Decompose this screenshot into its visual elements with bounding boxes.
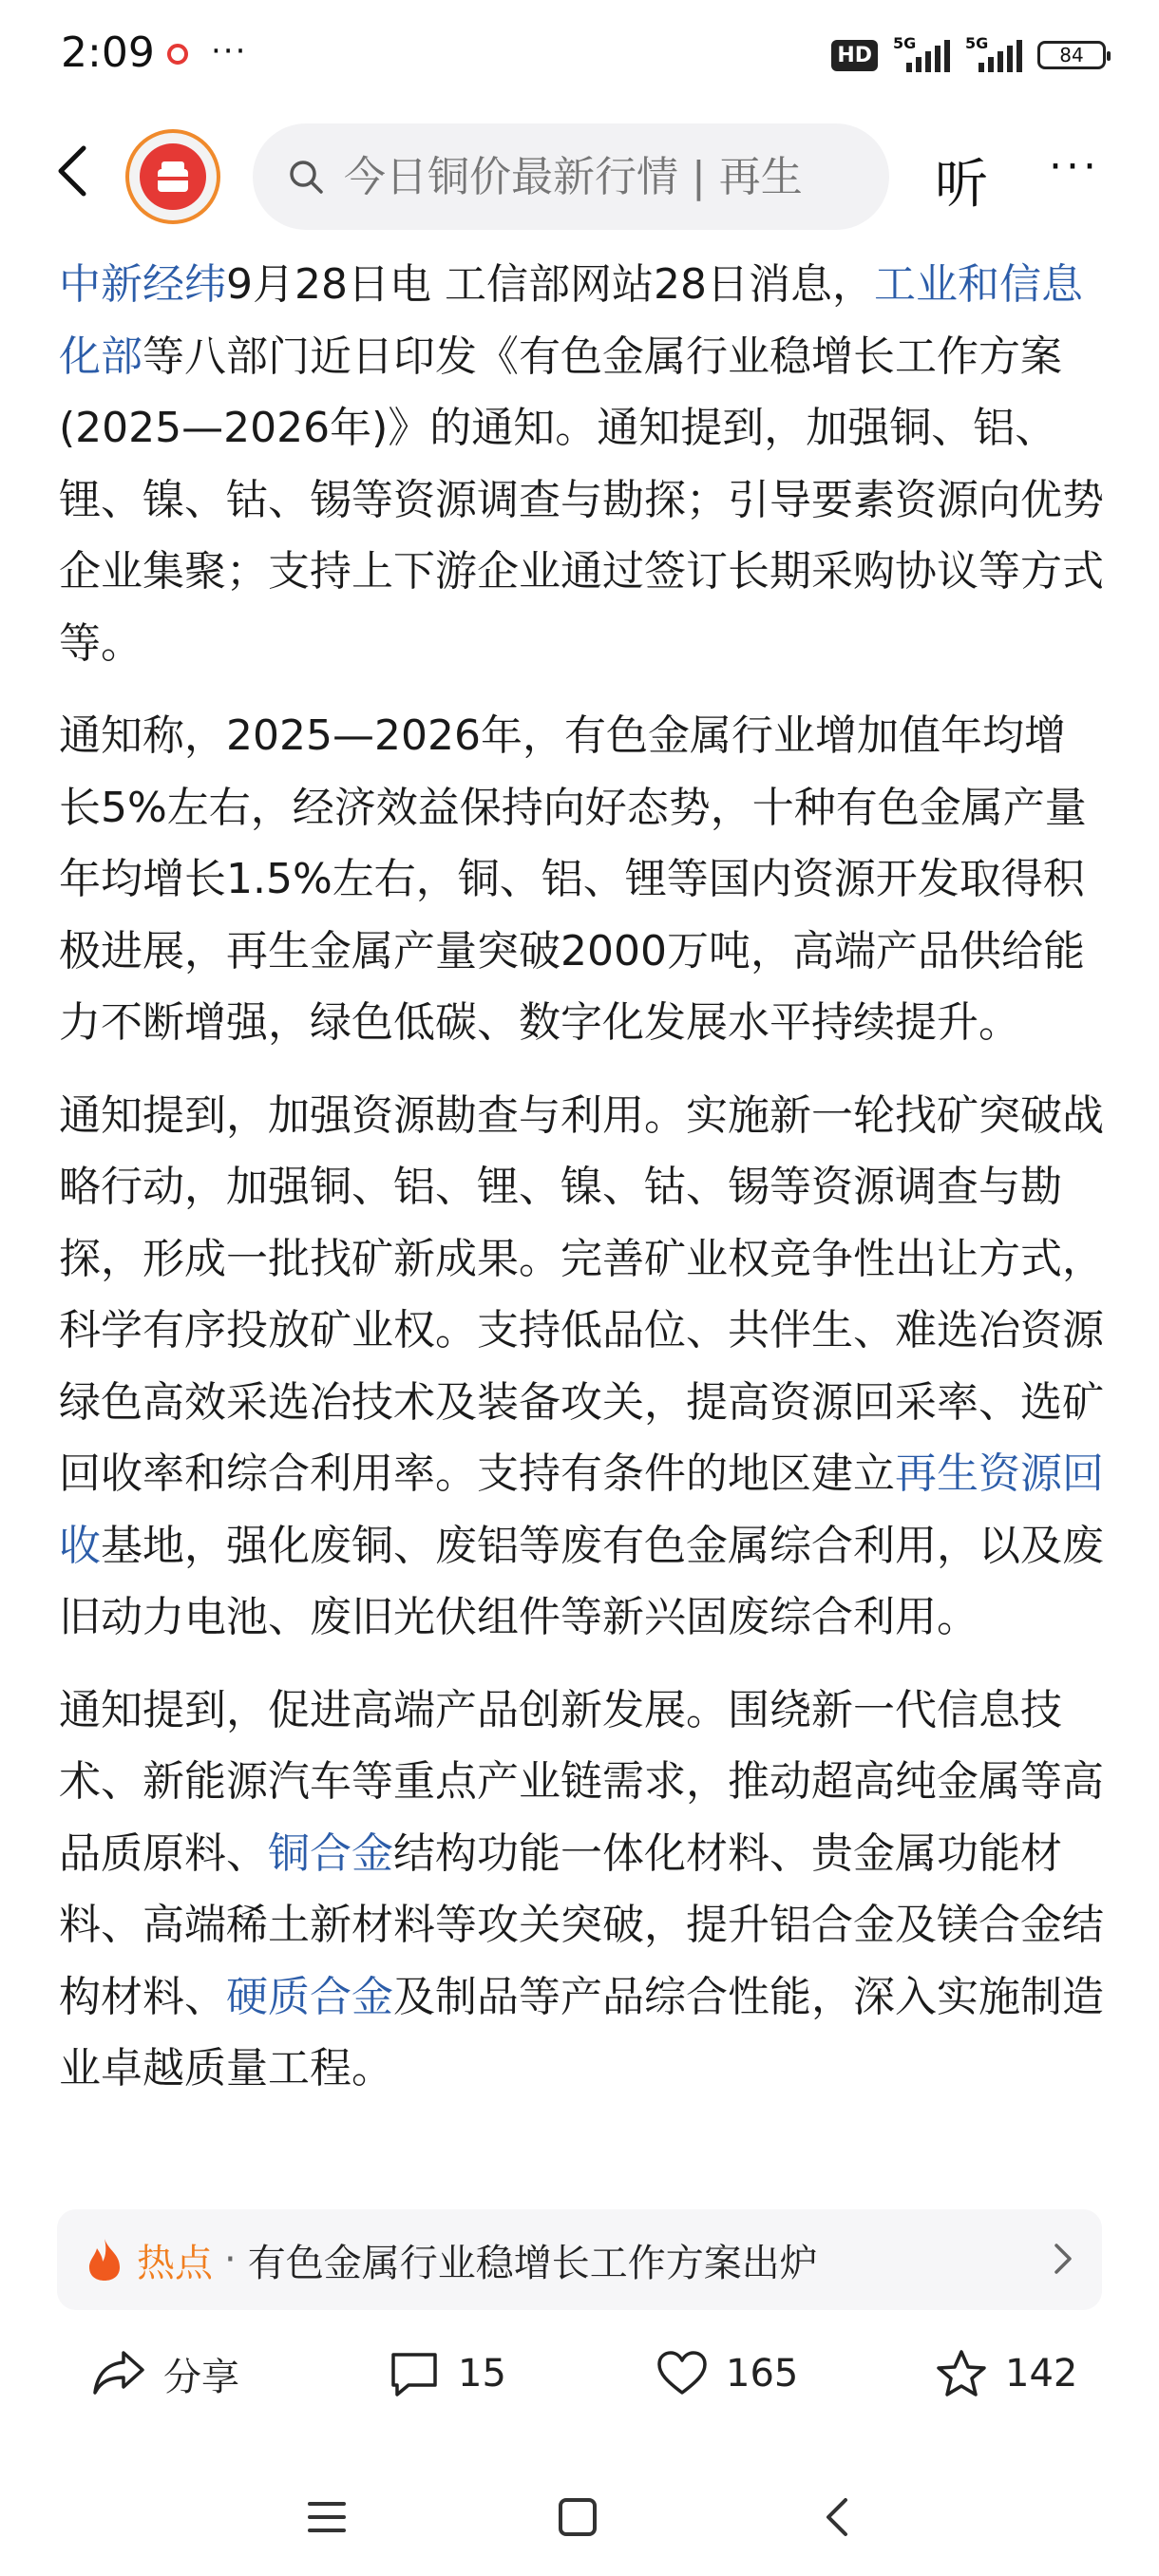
search-bar[interactable] [253, 123, 889, 230]
app-logo-icon [140, 143, 206, 210]
link-hard-alloy[interactable]: 硬质合金 [226, 1972, 393, 2021]
signal-icon-2: 5G [965, 38, 1022, 72]
like-count: 165 [726, 2352, 799, 2396]
heart-icon [656, 2349, 709, 2398]
screen-record-icon [167, 44, 188, 65]
hot-topic-bar[interactable] [57, 2209, 1102, 2310]
top-navigation [0, 116, 1159, 230]
hd-voice-icon: HD [831, 40, 878, 71]
home-button[interactable] [557, 2496, 598, 2542]
article-body [59, 249, 1104, 2187]
home-square-icon [557, 2496, 598, 2538]
link-copper-alloy[interactable]: 铜合金 [268, 1828, 393, 1878]
status-bar [0, 0, 1159, 114]
search-icon [287, 158, 325, 196]
system-back-button[interactable] [817, 2496, 859, 2542]
share-label: 分享 [163, 2355, 239, 2399]
article-paragraph-3: 通知提到，加强资源勘查与利用。实施新一轮找矿突破战略行动，加强铜、铝、锂、镍、钴、锡等资源调查与勘探，形成一批找矿新成果。完善矿业权竞争性出让方式，科学有序投放矿业权。支持低品位、共伴生、难选冶资源绿色高效采选冶技术及装备攻关，提高资源回采率、选矿回收率和综合利用率。支持有条件的地区建立再生资源回收基地，强化废铜、废铝等废有色金属综合利用，以及废旧动力电池、废旧光伏组件等新兴固废综合利用。 [59, 1090, 1104, 1641]
clock: 2:09 [61, 28, 155, 77]
system-navigation-bar [0, 2470, 1159, 2576]
battery-icon: 84 [1037, 41, 1106, 69]
comment-icon [388, 2349, 441, 2398]
back-button[interactable] [46, 142, 103, 199]
chevron-right-icon [1051, 2242, 1074, 2276]
listen-button[interactable]: 听 [935, 154, 988, 216]
signal-icon-1: 5G [893, 38, 950, 72]
app-logo[interactable] [125, 129, 220, 224]
hot-title: 有色金属行业稳增长工作方案出炉 [247, 2241, 818, 2285]
flame-icon [86, 2237, 124, 2282]
hot-label: 热点 [137, 2241, 213, 2285]
recent-apps-button[interactable] [306, 2496, 348, 2542]
search-input[interactable] [342, 152, 859, 202]
action-bar [0, 2331, 1159, 2416]
notification-more-icon: ··· [211, 32, 248, 70]
like-button[interactable] [656, 2331, 798, 2416]
link-recycling[interactable]: 再生资源回收 [59, 1449, 1104, 1570]
more-menu-button[interactable]: ··· [1049, 142, 1100, 191]
status-icons [831, 34, 1106, 76]
comment-button[interactable] [388, 2331, 506, 2416]
article-paragraph-1: 中新经纬9月28日电 工信部网站28日消息，工业和信息化部等八部门近日印发《有色金属行业稳增长工作方案(2025—2026年)》的通知。通知提到，加强铜、铝、锂、镍、钴、锡等资源调查与勘探；引导要素资源向优势企业集聚；支持上下游企业通过签订长期采购协议等方式等。 [59, 260, 1104, 668]
menu-icon [306, 2496, 348, 2538]
share-button[interactable] [91, 2331, 239, 2416]
link-zhongxin-jingwei[interactable]: 中新经纬 [59, 260, 226, 309]
comment-count: 15 [458, 2352, 506, 2396]
hot-separator: · [224, 2238, 237, 2282]
back-triangle-icon [817, 2496, 859, 2538]
share-icon [91, 2349, 146, 2398]
favorite-button[interactable] [935, 2331, 1077, 2416]
favorite-count: 142 [1005, 2352, 1078, 2396]
back-arrow-icon [46, 142, 103, 199]
article-paragraph-2: 通知称，2025—2026年，有色金属行业增加值年均增长5%左右，经济效益保持向好态势，十种有色金属产量年均增长1.5%左右，铜、铝、锂等国内资源开发取得积极进展，再生金属产量突破2000万吨，高端产品供给能力不断增强，绿色低碳、数字化发展水平持续提升。 [59, 711, 1087, 1047]
article-paragraph-4: 通知提到，促进高端产品创新发展。围绕新一代信息技术、新能源汽车等重点产业链需求，推动超高纯金属等高品质原料、铜合金结构功能一体化材料、贵金属功能材料、高端稀土新材料等攻关突破，提升铝合金及镁合金结构材料、硬质合金及制品等产品综合性能，深入实施制造业卓越质量工程。 [59, 1685, 1104, 2093]
star-icon [935, 2348, 988, 2399]
link-miit[interactable]: 工业和信息化部 [59, 260, 1083, 381]
